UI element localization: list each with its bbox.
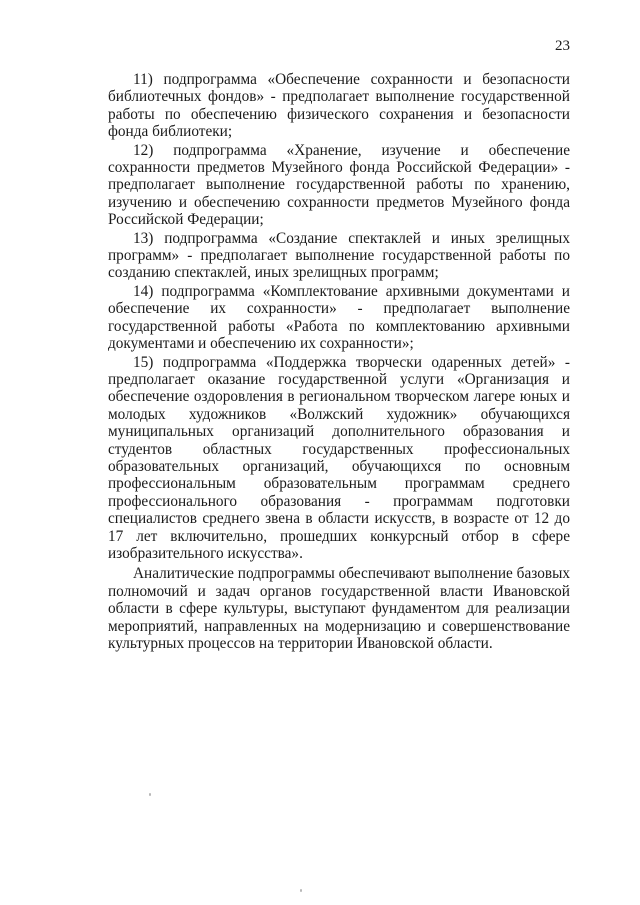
- paragraph-summary: Аналитические подпрограммы обеспечивают выполнение базовых полномочий и задач органов государственной власти Ивановской области в сфере культуры, выступают фундаментом для реализации мероприятий, направленных на модернизацию и совершенствование культурных процессов на территории Ивановской области.: [108, 565, 570, 652]
- paragraph-item-14: 14) подпрограмма «Комплектование архивными документами и обеспечение их сохранности» - предполагает выполнение государственной работы «Работа по комплектованию архивными документами и обеспечению их сохранности»;: [108, 282, 570, 353]
- paragraph-item-12: 12) подпрограмма «Хранение, изучение и обеспечение сохранности предметов Музейного фонда Российской Федерации» - предполагает выполнение государственной работы по хранению, изучению и обеспечению сохранности предметов Музейного фонда Российской Федерации;: [108, 141, 570, 229]
- document-body: [108, 71, 570, 652]
- paragraph-item-11: 11) подпрограмма «Обеспечение сохранности и безопасности библиотечных фондов» - предполагает выполнение государственной работы по обеспечению физического сохранения и безопасности фонда библиотеки;: [108, 71, 570, 141]
- scan-speck: [300, 889, 302, 892]
- page-number: 23: [555, 38, 570, 54]
- paragraph-item-13: 13) подпрограмма «Создание спектаклей и иных зрелищных программ» - предполагает выполнение государственной работы по созданию спектаклей, иных зрелищных программ;: [108, 229, 570, 282]
- paragraph-item-15: 15) подпрограмма «Поддержка творчески одаренных детей» - предполагает оказание государственной услуги «Организация и обеспечение оздоровления в региональном творческом лагере юных и молодых художников «Волжский художник» обучающихся муниципальных организаций дополнительного образования и студентов областных государственных профессиональных образовательных организаций, обучающихся по основным профессиональным образовательным программам среднего профессионального образования - программам подготовки специалистов среднего звена в области искусств, в возрасте от 12 до 17 лет включительно, прошедших конкурсный отбор в сфере изобразительного искусства».: [108, 353, 570, 562]
- scan-speck: [149, 793, 151, 796]
